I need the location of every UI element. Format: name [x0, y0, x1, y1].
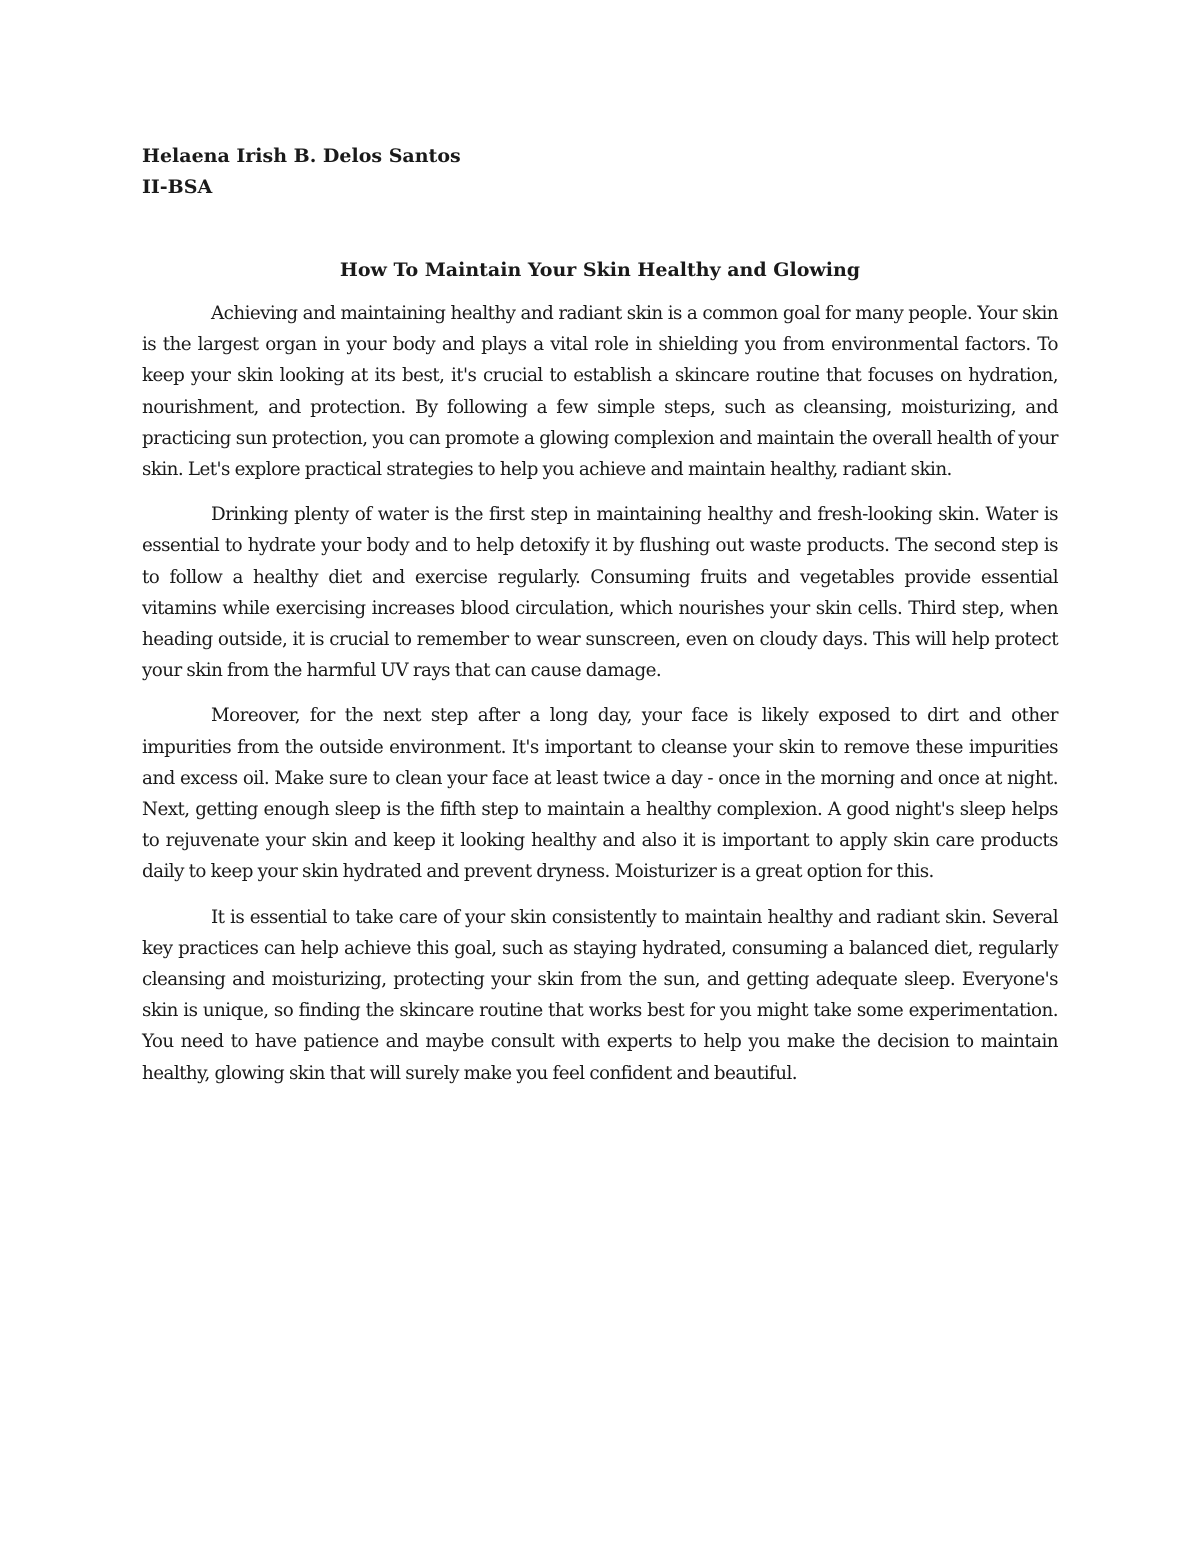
author-block: [142, 141, 1058, 203]
paragraph-intro: Achieving and maintaining healthy and radiant skin is a common goal for many people. Your skin is the largest organ in your body and plays a vital role in shielding you from environmental factors. To keep your skin looking at its best, it's crucial to establish a skincare routine that focuses on hydration, nourishment, and protection. By following a few simple steps, such as cleansing, moisturizing, and practicing sun protection, you can promote a glowing complexion and maintain the overall health of your skin. Let's explore practical strategies to help you achieve and maintain healthy, radiant skin.: [142, 303, 1058, 481]
paragraph-steps-one-to-three: Drinking plenty of water is the first step in maintaining healthy and fresh-looking skin. Water is essential to hydrate your body and to help detoxify it by flushing out waste products. The second step is to follow a healthy diet and exercise regularly. Consuming fruits and vegetables provide essential vitamins while exercising increases blood circulation, which nourishes your skin cells. Third step, when heading outside, it is crucial to remember to wear sunscreen, even on cloudy days. This will help protect your skin from the harmful UV rays that can cause damage.: [142, 504, 1058, 682]
document-title: How To Maintain Your Skin Healthy and Glowing: [339, 259, 861, 281]
author-name: Helaena Irish B. Delos Santos: [142, 145, 461, 167]
paragraph-steps-four-to-six: Moreover, for the next step after a long day, your face is likely exposed to dirt and other impurities from the outside environment. It's important to cleanse your skin to remove these impurities and excess oil. Make sure to clean your face at least twice a day - once in the morning and once at night. Next, getting enough sleep is the fifth step to maintain a healthy complexion. A good night's sleep helps to rejuvenate your skin and keep it looking healthy and also it is important to apply skin care products daily to keep your skin hydrated and prevent dryness. Moisturizer is a great option for this.: [142, 705, 1058, 883]
document-page: [142, 141, 1058, 1089]
author-class: II-BSA: [142, 176, 213, 198]
paragraph-conclusion: It is essential to take care of your skin consistently to maintain healthy and radiant skin. Several key practices can help achieve this goal, such as staying hydrated, consuming a balanced diet, regularly cleansing and moisturizing, protecting your skin from the sun, and getting adequate sleep. Everyone's skin is unique, so finding the skincare routine that works best for you might take some experimentation. You need to have patience and maybe consult with experts to help you make the decision to maintain healthy, glowing skin that will surely make you feel confident and beautiful.: [142, 906, 1058, 1084]
